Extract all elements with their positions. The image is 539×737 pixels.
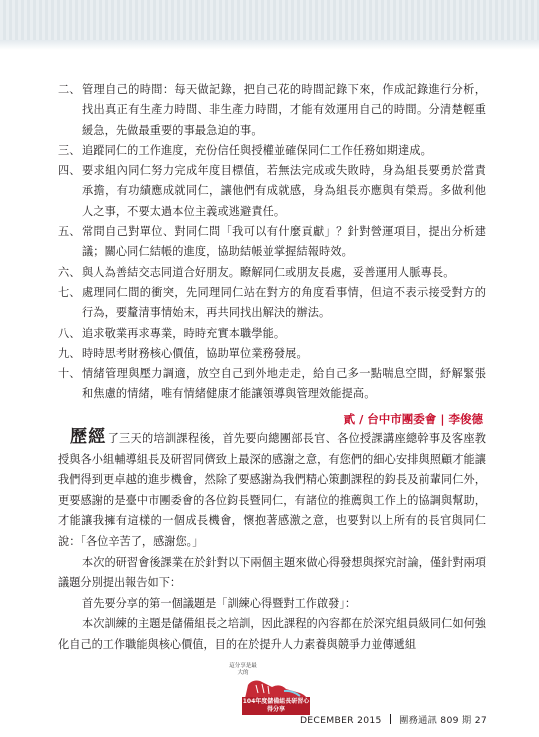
author-separator: | <box>440 412 449 426</box>
list-text: 時時思考財務核心價值，協助單位業務發展。 <box>82 346 308 360</box>
list-text: 追求敬業再求專業，時時充實本職學能。 <box>82 326 286 340</box>
list-number: 八、 <box>58 326 81 340</box>
list-item <box>58 80 486 141</box>
list-number: 六、 <box>58 265 81 279</box>
list-item <box>58 344 486 364</box>
list-text: 要求組內同仁努力完成年度目標值，若無法完成或失敗時，身為組長要勇於當責承擔，有功績應成就同仁，讓他們有成就感，身為組長亦應與有榮焉。多做利他人之事，不要太過本位主義或逃避責任。 <box>82 164 486 218</box>
page-footer <box>300 712 487 726</box>
essay-paragraph: 本次的研習會後課業在於針對以下兩個主題來做心得發想與探究討論，僅針對兩項議題分別提出報告如下： <box>58 555 486 590</box>
list-item <box>58 364 486 405</box>
essay-body <box>58 427 486 656</box>
essay-paragraph <box>58 427 486 553</box>
section-author <box>344 411 483 427</box>
list-text: 與人為善結交志同道合好朋友。瞭解同仁或朋友長處，妥善運用人脈專長。 <box>82 265 455 279</box>
list-number: 二、 <box>58 83 81 96</box>
list-number: 四、 <box>58 164 81 178</box>
list-item <box>58 141 486 161</box>
publication-title: 團務通訊 809 期 <box>399 715 472 726</box>
list-item <box>58 161 486 222</box>
list-text: 管理自己的時間：每天做記錄，把自己花的時間記錄下來，作成記錄進行分析，找出真正有生產力時間、非生產力時間，才能有效運用自己的時間。分清楚輕重緩急，先做最重要的事最急迫的事。 <box>82 83 486 137</box>
author-name: 李俊德 <box>448 412 483 426</box>
footer-divider <box>390 714 391 724</box>
issue-date: DECEMBER 2015 <box>299 715 382 726</box>
list-item <box>58 222 486 263</box>
essay-paragraph: 首先要分享的第一個議題是「訓練心得暨對工作啟發」： <box>82 596 357 610</box>
logo-banner: 104年度儲備組長研習心得分享 <box>242 698 310 713</box>
list-text: 處理同仁間的衝突，先同理同仁站在對方的角度看事情，但這不表示接受對方的行為，要釐清事情始末，再共同找出解決的辦法。 <box>82 285 486 320</box>
author-unit: 台中市團委會 <box>367 412 437 426</box>
list-item <box>58 263 486 283</box>
essay-paragraph-text: 了三天的培訓課程後，首先要向總團部長官、各位授課講座總幹事及客座教授與各小組輔導組長及研習同儕致上最深的感謝之意，有您們的細心安排與照顧才能讓我們得到更卓越的進步機會，然除了要感謝為我們精心策劃課程的鈞長及前輩同仁外，更要感謝的是臺中市團委會的各位鈞長暨同仁，有諸位的推薦與工作上的協調與幫助，才能讓我擁有這樣的一個成長機會，懷抱著感激之意，也要對以上所有的長官與同仁說：「各位辛苦了，感謝您。」 <box>58 432 486 548</box>
list-number: 三、 <box>58 143 81 157</box>
header-band <box>0 0 539 50</box>
list-item <box>58 324 486 344</box>
list-text: 情緒管理與壓力調適，放空自己到外地走走，給自己多一點喘息空間，紓解緊張和焦慮的情緒，唯有情緒健康才能讓領導與管理效能提高。 <box>82 367 486 401</box>
list-item <box>58 283 486 324</box>
list-number: 七、 <box>58 285 81 299</box>
list-text: 常問自己對單位、對同仁問「我可以有什麼貢獻」？針對營運項目，提出分析建議；關心同仁結帳的進度，協助結帳並掌握結報時效。 <box>82 225 486 259</box>
numbered-list <box>58 80 486 405</box>
author-separator: / <box>359 412 368 426</box>
list-text: 追蹤同仁的工作進度，充份信任與授權並確保同仁工作任務如期達成。 <box>82 143 432 157</box>
list-number: 十、 <box>58 367 81 381</box>
list-number: 五、 <box>58 225 81 239</box>
section-number: 貳 <box>343 412 356 426</box>
logo-caption: 這分享是最大的 <box>229 663 257 676</box>
list-number: 九、 <box>58 346 81 360</box>
essay-paragraph: 本次訓練的主題是儲備組長之培訓，因此課程的內容都在於深究組員級同仁如何強化自己的工作職能與核心價值，目的在於提升人力素養與競爭力並傳遞組 <box>58 617 486 651</box>
dropcap: 歷經 <box>70 427 107 447</box>
page-number: 27 <box>474 715 487 726</box>
